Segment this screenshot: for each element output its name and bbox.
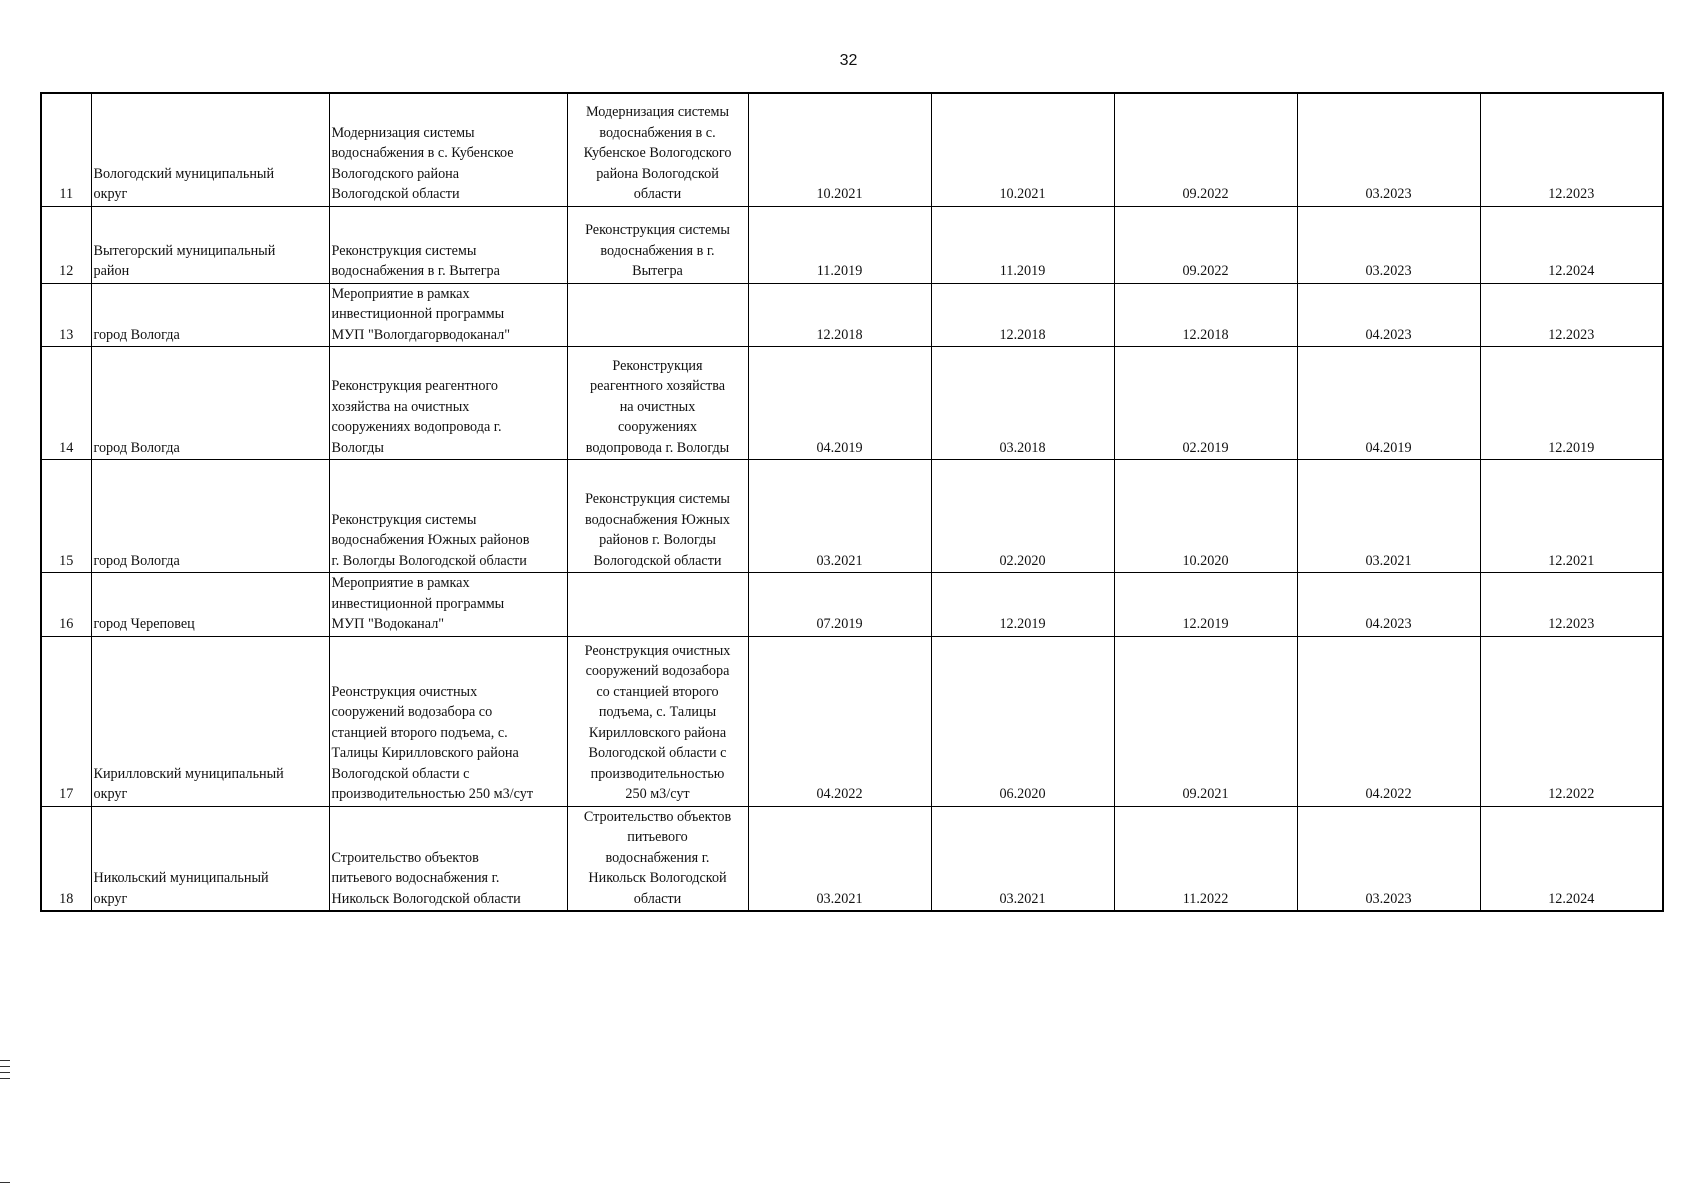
- activity-cell-line: Реконструкция реагентного: [331, 378, 499, 394]
- municipality-cell-line: город Вологда: [93, 326, 180, 343]
- object-cell-line: со станцией второго: [596, 683, 719, 700]
- activity-cell: [329, 93, 567, 206]
- activity-cell-line: инвестиционной программы: [331, 595, 505, 612]
- date-cell: 03.2021: [931, 806, 1114, 911]
- object-cell-line: водоснабжения в г.: [600, 242, 715, 259]
- date-cell: 09.2022: [1114, 206, 1297, 283]
- activity-cell-line: Вологодской области с: [331, 765, 470, 782]
- table-row: [41, 573, 1663, 637]
- object-cell-line: на очистных: [619, 398, 696, 415]
- activity-cell-line: Никольск Вологодской области: [331, 890, 521, 907]
- municipality-cell: [91, 636, 329, 806]
- activity-cell-line: водоснабжения в г. Вытегра: [331, 263, 500, 279]
- date-cell: 12.2018: [1114, 283, 1297, 347]
- row-number-cell: 16: [41, 573, 91, 637]
- activity-cell: [329, 460, 567, 573]
- object-cell-line: Реконструкция системы: [585, 222, 730, 238]
- municipality-cell: [91, 206, 329, 283]
- activity-cell-line: Реконструкция системы: [331, 242, 477, 259]
- object-cell: [567, 283, 748, 347]
- date-cell: 12.2019: [1480, 347, 1663, 460]
- date-cell: 12.2023: [1480, 93, 1663, 206]
- row-number-cell: 17: [41, 636, 91, 806]
- date-cell: 12.2019: [931, 573, 1114, 637]
- municipality-cell: [91, 347, 329, 460]
- activity-cell-line: станцией второго подъема, с.: [331, 724, 508, 741]
- date-cell: 12.2021: [1480, 460, 1663, 573]
- row-number-cell: 11: [41, 93, 91, 206]
- object-cell: [567, 573, 748, 637]
- activity-cell-line: Вологды: [331, 439, 384, 456]
- municipality-cell-line: округ: [93, 890, 128, 907]
- activity-cell: [329, 573, 567, 637]
- object-cell-line: сооружений водозабора: [585, 663, 730, 679]
- table-row: [41, 206, 1663, 283]
- municipality-cell-line: город Вологда: [93, 552, 180, 569]
- activity-cell-line: Реонструкция очистных: [331, 683, 478, 700]
- table-row: [41, 636, 1663, 806]
- municipality-cell: [91, 806, 329, 911]
- date-cell: 11.2022: [1114, 806, 1297, 911]
- activity-cell-line: Строительство объектов: [331, 849, 479, 866]
- municipality-cell-line: Вологодский муниципальный: [93, 165, 275, 182]
- row-number-cell: 12: [41, 206, 91, 283]
- date-cell: 09.2021: [1114, 636, 1297, 806]
- activity-cell-line: водоснабжения Южных районов: [331, 532, 530, 548]
- object-cell-line: водопровода г. Вологды: [585, 439, 730, 456]
- date-cell: 03.2018: [931, 347, 1114, 460]
- activity-cell: [329, 283, 567, 347]
- object-cell-line: 250 м3/сут: [625, 786, 690, 802]
- date-cell: 12.2018: [748, 283, 931, 347]
- object-cell-line: производительностью: [590, 765, 725, 782]
- object-cell: [567, 93, 748, 206]
- date-cell: 12.2018: [931, 283, 1114, 347]
- object-cell-line: районов г. Вологды: [599, 532, 716, 548]
- activity-cell: [329, 806, 567, 911]
- date-cell: 02.2019: [1114, 347, 1297, 460]
- date-cell: 07.2019: [748, 573, 931, 637]
- object-cell: [567, 206, 748, 283]
- activity-cell-line: Вологодского района: [331, 165, 460, 182]
- date-cell: 10.2021: [748, 93, 931, 206]
- activity-cell-line: хозяйства на очистных: [331, 398, 470, 415]
- object-cell: [567, 460, 748, 573]
- municipality-cell-line: округ: [93, 186, 128, 202]
- table-row: [41, 93, 1663, 206]
- date-cell: 04.2019: [748, 347, 931, 460]
- municipality-cell-line: город Череповец: [93, 616, 195, 632]
- date-cell: 03.2023: [1297, 93, 1480, 206]
- object-cell-line: района Вологодской: [596, 165, 719, 182]
- activity-cell-line: сооружений водозабора со: [331, 704, 493, 720]
- object-cell-line: Кирилловского района: [588, 724, 727, 741]
- row-number-cell: 18: [41, 806, 91, 911]
- date-cell: 04.2023: [1297, 573, 1480, 637]
- projects-table: [40, 92, 1664, 912]
- municipality-cell-line: город Вологда: [93, 439, 180, 456]
- municipality-cell-line: Вытегорский муниципальный: [93, 242, 276, 259]
- date-cell: 03.2021: [1297, 460, 1480, 573]
- object-cell-line: Кубенское Вологодского: [583, 145, 732, 161]
- municipality-cell: [91, 573, 329, 637]
- activity-cell-line: МУП "Водоканал": [331, 616, 445, 632]
- object-cell-line: водоснабжения г.: [605, 849, 710, 866]
- object-cell-line: реагентного хозяйства: [589, 378, 726, 394]
- object-cell-line: водоснабжения в с.: [599, 124, 716, 141]
- row-number-cell: 13: [41, 283, 91, 347]
- activity-cell: [329, 636, 567, 806]
- activity-cell-line: Реконструкция системы: [331, 511, 477, 528]
- date-cell: 02.2020: [931, 460, 1114, 573]
- date-cell: 12.2022: [1480, 636, 1663, 806]
- page-number: 32: [839, 52, 858, 69]
- table-row: [41, 347, 1663, 460]
- date-cell: 10.2020: [1114, 460, 1297, 573]
- activity-cell-line: водоснабжения в с. Кубенское: [331, 145, 514, 161]
- date-cell: 12.2023: [1480, 283, 1663, 347]
- date-cell: 10.2021: [931, 93, 1114, 206]
- activity-cell-line: г. Вологды Вологодской области: [331, 552, 527, 569]
- date-cell: 12.2024: [1480, 806, 1663, 911]
- activity-cell-line: Вологодской области: [331, 186, 460, 202]
- activity-cell: [329, 206, 567, 283]
- date-cell: 04.2019: [1297, 347, 1480, 460]
- object-cell: [567, 636, 748, 806]
- table-row: [41, 806, 1663, 911]
- date-cell: 11.2019: [931, 206, 1114, 283]
- object-cell-line: Реонструкция очистных: [584, 642, 731, 659]
- activity-cell-line: производительностью 250 м3/сут: [331, 786, 534, 802]
- municipality-cell-line: Никольский муниципальный: [93, 870, 269, 886]
- object-cell-line: области: [633, 890, 682, 907]
- date-cell: 03.2021: [748, 460, 931, 573]
- object-cell: [567, 806, 748, 911]
- municipality-cell: [91, 460, 329, 573]
- scan-margin-mark: [0, 1182, 10, 1183]
- activity-cell-line: Мероприятие в рамках: [331, 575, 470, 591]
- table-row: [41, 460, 1663, 573]
- object-cell-line: Вытегра: [632, 263, 683, 279]
- date-cell: 12.2023: [1480, 573, 1663, 637]
- date-cell: 03.2023: [1297, 206, 1480, 283]
- row-number-cell: 15: [41, 460, 91, 573]
- scan-margin-marks: [0, 1060, 12, 1084]
- object-cell-line: водоснабжения Южных: [585, 511, 730, 528]
- row-number-cell: 14: [41, 347, 91, 460]
- object-cell-line: Модернизация системы: [585, 104, 730, 120]
- object-cell: [567, 347, 748, 460]
- municipality-cell-line: район: [93, 263, 130, 279]
- object-cell-line: Строительство объектов: [583, 808, 732, 825]
- activity-cell-line: Мероприятие в рамках: [331, 285, 470, 302]
- activity-cell-line: МУП "Вологдагорводоканал": [331, 326, 511, 343]
- activity-cell: [329, 347, 567, 460]
- municipality-cell-line: округ: [93, 786, 128, 802]
- municipality-cell-line: Кирилловский муниципальный: [93, 765, 284, 782]
- municipality-cell: [91, 283, 329, 347]
- activity-cell-line: Модернизация системы: [331, 124, 475, 141]
- table-body: [41, 93, 1663, 911]
- table-row: [41, 283, 1663, 347]
- date-cell: 06.2020: [931, 636, 1114, 806]
- date-cell: 04.2022: [1297, 636, 1480, 806]
- object-cell-line: Никольск Вологодской: [588, 870, 727, 886]
- activity-cell-line: инвестиционной программы: [331, 306, 505, 322]
- object-cell-line: Реконструкция: [612, 357, 703, 374]
- date-cell: 12.2024: [1480, 206, 1663, 283]
- date-cell: 04.2022: [748, 636, 931, 806]
- municipality-cell: [91, 93, 329, 206]
- object-cell-line: сооружениях: [617, 419, 697, 435]
- activity-cell-line: Талицы Кирилловского района: [331, 745, 519, 761]
- activity-cell-line: питьевого водоснабжения г.: [331, 870, 500, 886]
- date-cell: 11.2019: [748, 206, 931, 283]
- object-cell-line: Вологодской области с: [588, 745, 727, 761]
- object-cell-line: подъема, с. Талицы: [598, 704, 717, 720]
- object-cell-line: Реконструкция системы: [585, 491, 730, 507]
- date-cell: 04.2023: [1297, 283, 1480, 347]
- activity-cell-line: сооружениях водопровода г.: [331, 419, 502, 435]
- date-cell: 03.2023: [1297, 806, 1480, 911]
- date-cell: 12.2019: [1114, 573, 1297, 637]
- object-cell-line: Вологодской области: [593, 552, 722, 569]
- object-cell-line: питьевого: [627, 829, 688, 845]
- date-cell: 03.2021: [748, 806, 931, 911]
- object-cell-line: области: [633, 186, 682, 202]
- date-cell: 09.2022: [1114, 93, 1297, 206]
